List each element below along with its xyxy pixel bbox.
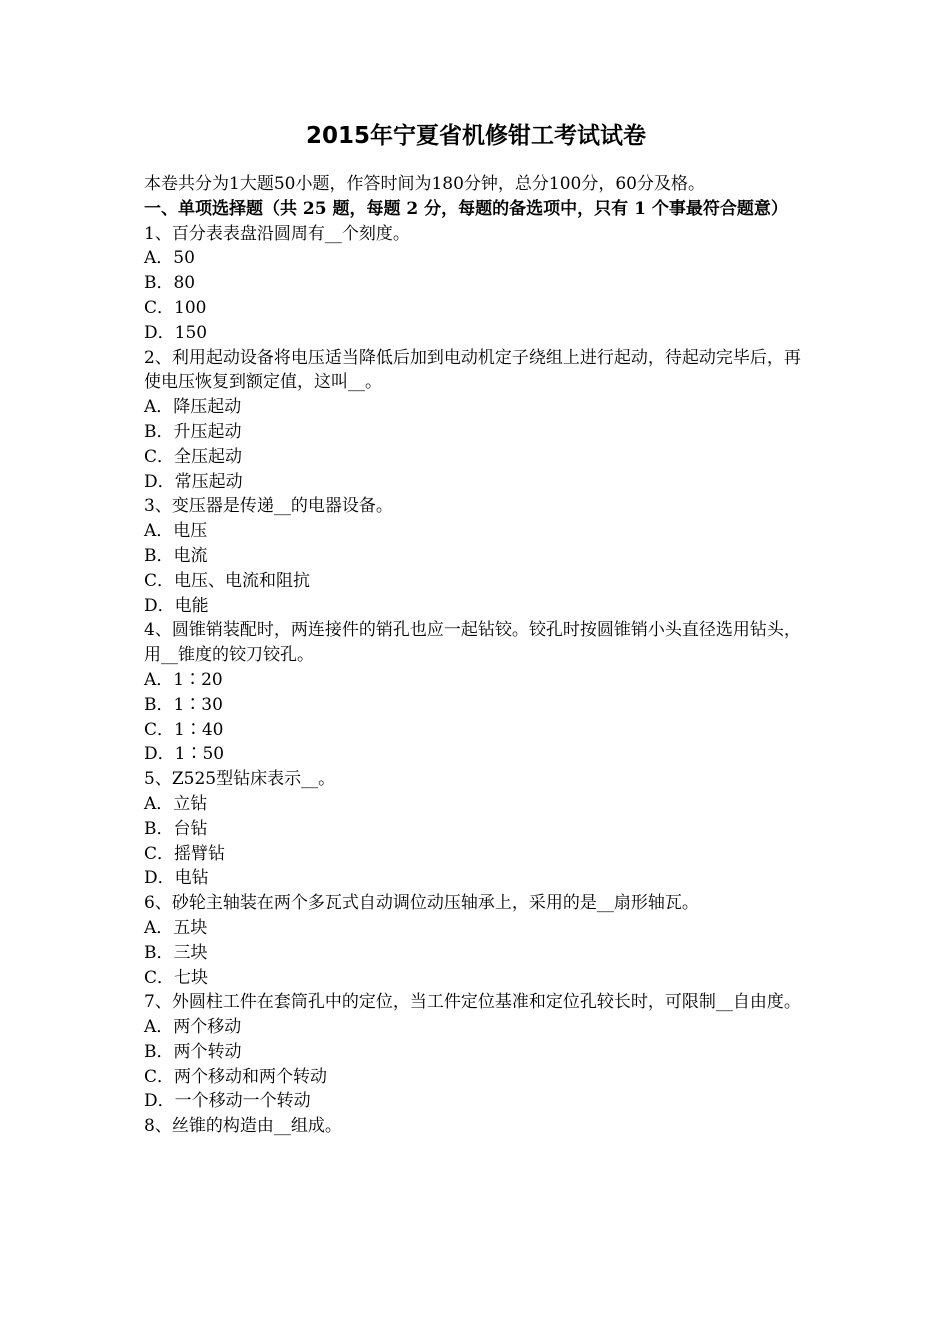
question-5 — [144, 767, 808, 891]
question-stem: 6、砂轮主轴装在两个多瓦式自动调位动压轴承上，采用的是__扇形轴瓦。 — [144, 893, 699, 914]
question-stem: 5、Z525型钻床表示__。 — [144, 769, 336, 790]
option-b: B．三块 — [144, 942, 208, 963]
option-a: A．电压 — [144, 521, 208, 542]
option-a: A．1∶20 — [144, 669, 223, 690]
option-a: A．两个移动 — [144, 1017, 242, 1038]
option-c: C．电压、电流和阻抗 — [144, 570, 311, 591]
question-1 — [144, 222, 808, 346]
question-3 — [144, 494, 808, 618]
section-heading: 一、单项选择题（共 25 题，每题 2 分，每题的备选项中，只有 1 个事最符合题意） — [144, 198, 788, 219]
option-b: B．电流 — [144, 545, 208, 566]
question-4 — [144, 618, 808, 767]
option-c: C．摇臂钻 — [144, 843, 226, 864]
exam-page — [144, 118, 808, 1139]
question-8 — [144, 1114, 808, 1139]
option-d: D．1∶50 — [144, 744, 225, 765]
question-stem: 1、百分表表盘沿圆周有__个刻度。 — [144, 223, 410, 244]
option-c: C．两个移动和两个转动 — [144, 1066, 328, 1087]
option-b: B．台钻 — [144, 818, 208, 839]
option-c: C．100 — [144, 297, 207, 318]
option-a: A．五块 — [144, 917, 208, 938]
option-a: A．50 — [144, 248, 195, 269]
option-d: D．电能 — [144, 595, 209, 616]
option-a: A．降压起动 — [144, 397, 242, 418]
question-2 — [144, 346, 808, 495]
question-stem: 2、利用起动设备将电压适当降低后加到电动机定子绕组上进行起动，待起动完毕后，再使电压恢复到额定值，这叫__。 — [144, 347, 801, 393]
option-c: C．1∶40 — [144, 719, 224, 740]
question-stem: 8、丝锥的构造由__组成。 — [144, 1116, 342, 1137]
option-d: D．常压起动 — [144, 471, 243, 492]
option-b: B．80 — [144, 273, 196, 294]
question-7 — [144, 990, 808, 1114]
option-b: B．两个转动 — [144, 1041, 242, 1062]
option-d: D．电钻 — [144, 868, 209, 889]
option-b: B．升压起动 — [144, 421, 242, 442]
page-title: 2015年宁夏省机修钳工考试试卷 — [305, 123, 646, 149]
option-b: B．1∶30 — [144, 694, 223, 715]
exam-intro: 本卷共分为1大题50小题，作答时间为180分钟，总分100分，60分及格。 — [144, 174, 705, 194]
question-stem: 7、外圆柱工件在套筒孔中的定位，当工件定位基准和定位孔较长时，可限制__自由度。 — [144, 992, 801, 1013]
question-6 — [144, 891, 808, 990]
option-d: D．一个移动一个转动 — [144, 1091, 311, 1112]
option-a: A．立钻 — [144, 793, 208, 814]
option-c: C．全压起动 — [144, 446, 243, 467]
option-d: D．150 — [144, 322, 208, 343]
option-c: C．七块 — [144, 967, 209, 988]
question-stem: 4、圆锥销装配时，两连接件的销孔也应一起钻铰。铰孔时按圆锥销小头直径选用钻头，用__锥度的铰刀铰孔。 — [144, 620, 801, 666]
question-stem: 3、变压器是传递__的电器设备。 — [144, 496, 393, 517]
